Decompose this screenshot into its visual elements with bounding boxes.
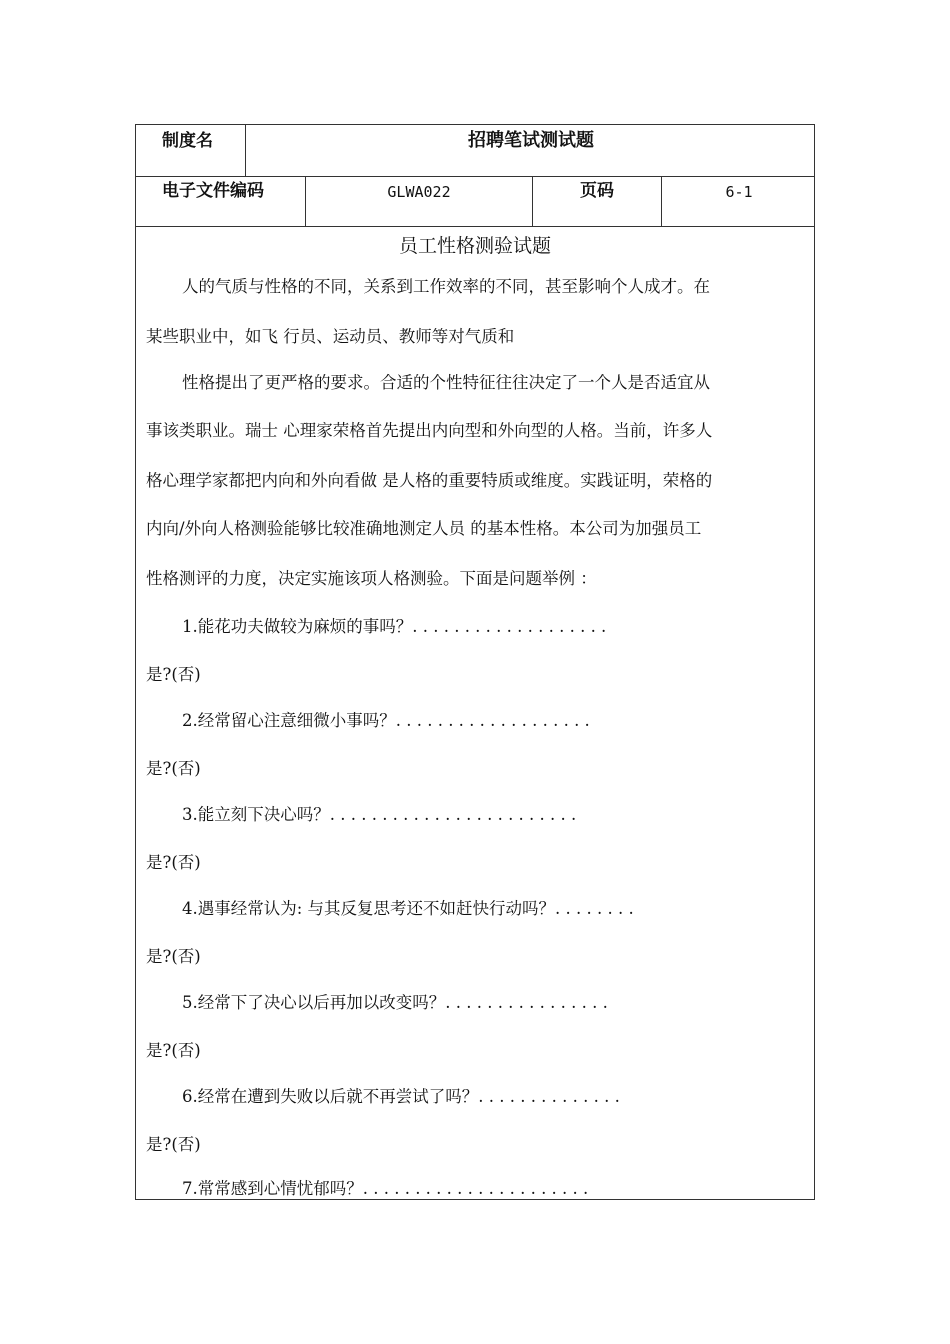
question-answer: 是?(否) [146,947,201,966]
question-item: 6.经常在遭到失败以后就不再尝试了吗？. . . . . . . . . . . . . . [182,1087,620,1106]
document-table [135,124,815,1200]
question-item: 4.遇事经常认为: 与其反复思考还不如赶快行动吗？. . . . . . . . [182,899,634,918]
paragraph-line: 事该类职业。瑞士 心理家荣格首先提出内向型和外向型的人格。当前，许多人 [146,421,713,440]
question-item: 7.常常感到心情忧郁吗？. . . . . . . . . . . . . . . . . . . . . . [182,1179,589,1198]
paragraph-line: 格心理学家都把内向和外向看做 是人格的重要特质或维度。实践证明，荣格的 [146,471,713,490]
file-code-value: GLWA022 [387,183,451,201]
row-divider [136,226,814,227]
paragraph-line: 某些职业中，如飞 行员、运动员、教师等对气质和 [146,327,515,346]
question-item: 5.经常下了决心以后再加以改变吗？. . . . . . . . . . . . . . . . [182,993,608,1012]
paragraph-line: 内向/外向人格测验能够比较准确地测定人员 的基本性格。本公司为加强员工 [146,519,702,538]
question-item: 3.能立刻下决心吗？. . . . . . . . . . . . . . . . . . . . . . . . [182,805,577,824]
system-title: 招聘笔试测试题 [468,130,594,151]
page-number-label: 页码 [580,181,614,201]
question-answer: 是?(否) [146,1041,201,1060]
question-answer: 是?(否) [146,665,201,684]
paragraph-line: 性格提出了更严格的要求。合适的个性特征往往决定了一个人是否适宜从 [182,373,710,392]
system-name-label: 制度名 [162,131,213,151]
question-answer: 是?(否) [146,1135,201,1154]
file-code-label: 电子文件编码 [162,181,264,201]
document-title: 员工性格测验试题 [398,235,551,257]
paragraph-line: 性格测评的力度，决定实施该项人格测验。下面是问题举例 ： [146,569,597,588]
paragraph-line: 人的气质与性格的不同，关系到工作效率的不同，甚至影响个人成才。在 [182,277,710,296]
page-number-value: 6-1 [725,183,753,201]
row-divider [136,176,814,177]
question-answer: 是?(否) [146,759,201,778]
question-item: 1.能花功夫做较为麻烦的事吗？. . . . . . . . . . . . . . . . . . . [182,617,607,636]
question-item: 2.经常留心注意细微小事吗？. . . . . . . . . . . . . . . . . . . [182,711,590,730]
question-answer: 是?(否) [146,853,201,872]
